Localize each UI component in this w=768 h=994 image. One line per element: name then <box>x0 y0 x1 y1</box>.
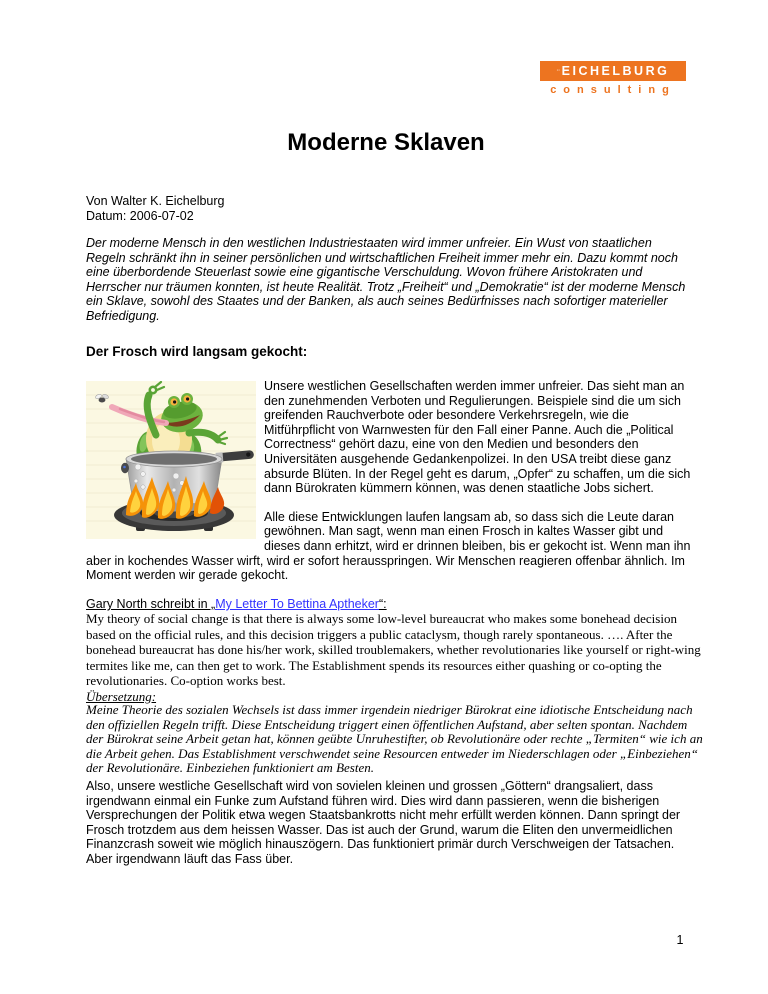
eichelburg-logo <box>540 61 686 96</box>
quote-lead-suffix: “: <box>378 597 387 611</box>
byline-block <box>86 194 686 223</box>
page-number: 1 <box>676 933 684 947</box>
quote-lead-prefix: Gary North schreibt in „ <box>86 597 216 611</box>
frog-in-pot-illustration <box>86 381 256 539</box>
intro-paragraph: Der moderne Mensch in den westlichen Industriestaaten wird immer unfreier. Ein Wust von staatlichen Regeln schränkt ihn in seiner persönlichen und wirtschaftlichen Freiheit immer mehr ein. Dazu kommt noch eine überbordende Steuerlast sowie eine gigantische Verschuldung. Wovon frühere Aristokraten und Herrscher nur träumen konnten, ist heute Realität. Trotz „Freiheit“ und „Demokratie“ ist der moderne Mensch ein Sklave, sowohl des Staates und der Banken, als auch seines Bedürfnisses nach sofortiger materieller Befriedigung. <box>86 236 686 323</box>
frog-paragraph-2: Alle diese Entwicklungen laufen langsam ab, so dass sich die Leute daran gewöhnen. Man sagt, wenn man einen Frosch in kaltes Wasser gibt und dieses dann erhitzt, wird er drinnen bleiben, bis er gekocht ist. Wenn man ihn aber in kochendes Wasser wirft, wird er sofort herausspringen. Wir Menschen reagieren offenbar ähnlich. Im Moment werden wir gerade gekocht. <box>86 509 691 583</box>
date-line: Datum: 2006-07-02 <box>86 208 194 223</box>
author-line: Von Walter K. Eichelburg <box>86 194 225 208</box>
page-title: Moderne Sklaven <box>287 129 485 156</box>
translation-paragraph: Meine Theorie des sozialen Wechsels ist dass immer irgendein niedriger Bürokrat eine idiotische Entscheidung nach den offiziellen Regeln trifft. Diese Entscheidung triggert einen öffentlichen Aufstand, aber selten spontan. Nachdem der Bürokrat seine Arbeit getan hat, können geübte Unruhestifter, ob Revolutionäre oder rechte „Termiten“ wie ich an die Arbeit gehen. Das Establishment verschwendet seine Resourcen entweder im Niederschlagen oder „Einbeziehen“ der Revolutionäre. Einbeziehen funktioniert am Besten. <box>86 702 703 775</box>
logo-wordmark <box>540 61 686 81</box>
logo-mark-icon: ·· <box>556 68 561 74</box>
frog-section <box>86 379 692 583</box>
closing-paragraph: Also, unsere westliche Gesellschaft wird von sovielen kleinen und grossen „Göttern“ drangsaliert, dass irgendwann einmal ein Funke zum Aufstand führen wird. Dies wird dann passieren, wenn die bisherigen Versprechungen der Politik etwa wegen Staatsbankrotts nicht mehr erfüllt werden können. Dann springt der Frosch trotzdem aus dem heissen Wasser. Das ist auch der Grund, warum die Eliten den unvermeidlichen Finanzcrash soweit wie möglich hinauszögern. Das funktioniert primär durch Verschweigen der Tatsachen. Aber irgendwann läuft das Fass über. <box>86 779 681 866</box>
logo-wordmark-text: EICHELBURG <box>561 64 670 78</box>
translation-label: Übersetzung: <box>86 689 157 704</box>
english-quote-paragraph: My theory of social change is that there is always some low-level bureaucrat who makes some bonehead decision based on the official rules, and this decision triggers a public cataclysm, though rarely spontaneous. …. After the bonehead bureaucrat has done his/her work, skilled troublemakers, whether revolutionaries like yourself or right-wing termites like me, can then get to work. The Establishment spends its resources either quashing or co-opting the revolutionaries. Co-option works best. <box>86 611 701 688</box>
section-heading: Der Frosch wird langsam gekocht: <box>86 344 308 359</box>
frog-paragraph-1: Unsere westlichen Gesellschaften werden immer unfreier. Das sieht man an den zunehmenden Verboten und Regulierungen. Beispiele sind die um sich greifenden Rauchverbote oder besondere Verkehrsregeln, wie die Mitführpflicht von Warnwesten für den Fall einer Panne. Auch die „Political Correctness“ gehört dazu, eine von den Medien und besonders den Universitäten ausgehende Gedankenpolizei. In den USA treibt diese ganz absurde Blüten. In der Regel geht es darum, „Opfer“ zu schaffen, um die sich dann Bürokraten kümmern können, was denen staatliche Jobs sichert. <box>264 379 691 496</box>
logo-consulting-label: consulting <box>550 84 676 96</box>
aptheker-letter-link[interactable]: My Letter To Bettina Aptheker <box>215 597 379 611</box>
quote-lead-line <box>86 597 702 611</box>
